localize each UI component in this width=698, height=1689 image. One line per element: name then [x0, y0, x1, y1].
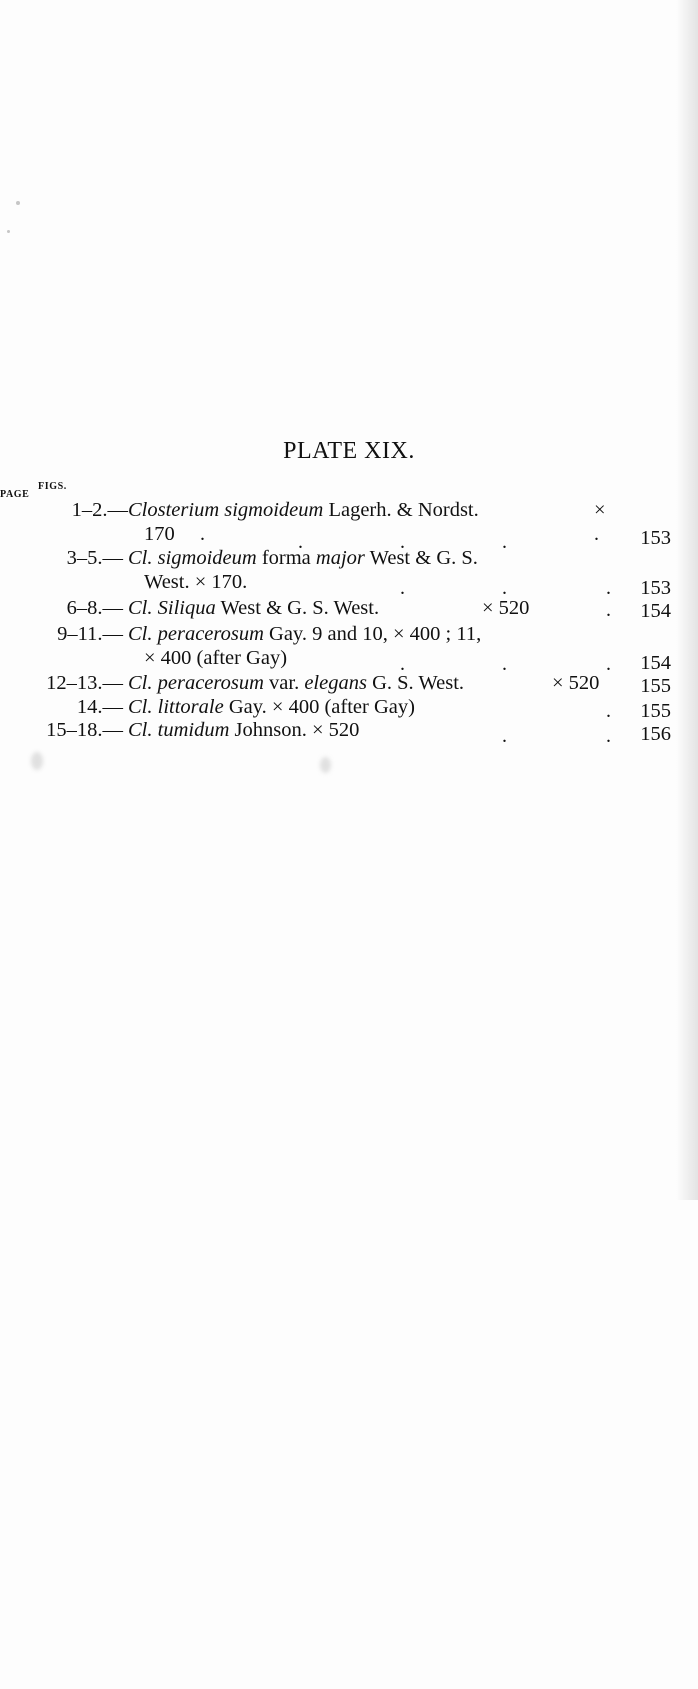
- entry-page-number: 154: [640, 600, 671, 622]
- leader-dots: .: [502, 531, 507, 553]
- entry-authority: G. S. West.: [366, 672, 465, 694]
- entry-magnification: × 520: [482, 597, 530, 619]
- entry-authority: Gay. 9 and 10, × 400 ; 11,: [263, 623, 482, 645]
- entry-species: Cl. tumidum: [128, 719, 230, 741]
- entry-page-number: 156: [640, 723, 671, 745]
- leader-dots: .: [502, 725, 507, 747]
- entry-figs: 15–18.—: [46, 719, 123, 741]
- entry-magnification: ×: [594, 499, 606, 521]
- page-column-header: PAGE: [0, 489, 30, 500]
- entry-figs: 6–8.—: [66, 597, 123, 619]
- entry-magnification: 170: [144, 523, 175, 545]
- leader-dots: .: [606, 653, 611, 675]
- entry-text: var.: [263, 672, 305, 694]
- leader-dots: .: [502, 577, 507, 599]
- entry-authority: West & G. S.: [364, 547, 478, 569]
- figs-column-header: FIGS.: [38, 481, 67, 492]
- entry-species: Cl. littorale: [128, 696, 224, 718]
- entry-authority: West & G. S. West.: [215, 597, 380, 619]
- leader-dots: .: [400, 577, 405, 599]
- entry-figs: 12–13.—: [46, 672, 123, 694]
- entry-authority: Lagerh. & Nordst.: [323, 499, 479, 521]
- entry-magnification: × 400 (after Gay): [144, 647, 288, 669]
- entry-page-number: 153: [640, 527, 671, 549]
- entry-page-number: 154: [640, 652, 671, 674]
- plate-title: PLATE XIX.: [283, 438, 415, 464]
- leader-dots: .: [606, 577, 611, 599]
- leader-dots: .: [200, 523, 205, 545]
- entry-species: Cl. peracerosum: [128, 672, 264, 694]
- entry-page-number: 155: [640, 700, 671, 722]
- leader-dots: .: [594, 523, 599, 545]
- entry-figs: 3–5.—: [66, 547, 123, 569]
- entry-page-number: 155: [640, 675, 671, 697]
- entry-figs: 14.—: [76, 696, 123, 718]
- leader-dots: .: [502, 653, 507, 675]
- leader-dots: .: [606, 700, 611, 722]
- entry-authority-continued: West. × 170.: [144, 571, 248, 593]
- leader-dots: .: [400, 653, 405, 675]
- entry-magnification: × 520: [552, 672, 600, 694]
- paper-speck: [16, 201, 20, 205]
- leader-dots: .: [400, 531, 405, 553]
- leader-dots: .: [298, 531, 303, 553]
- entry-species: Closterium sigmoideum: [128, 499, 324, 521]
- entry-authority: Johnson. × 520: [229, 719, 360, 741]
- entry-page-number: 153: [640, 577, 671, 599]
- entry-species: Cl. peracerosum: [128, 623, 264, 645]
- entry-authority: Gay. × 400 (after Gay): [223, 696, 415, 718]
- entry-figs: 1–2.—: [71, 499, 128, 521]
- leader-dots: .: [606, 725, 611, 747]
- leader-dots: .: [606, 599, 611, 621]
- entry-figs: 9–11.—: [57, 623, 123, 645]
- entry-species: Cl. sigmoideum: [128, 547, 257, 569]
- entry-species: Cl. Siliqua: [128, 597, 216, 619]
- entry-form: major: [315, 547, 365, 569]
- entry-text: forma: [256, 547, 316, 569]
- entry-variety: elegans: [304, 672, 367, 694]
- paper-speck: [7, 230, 10, 233]
